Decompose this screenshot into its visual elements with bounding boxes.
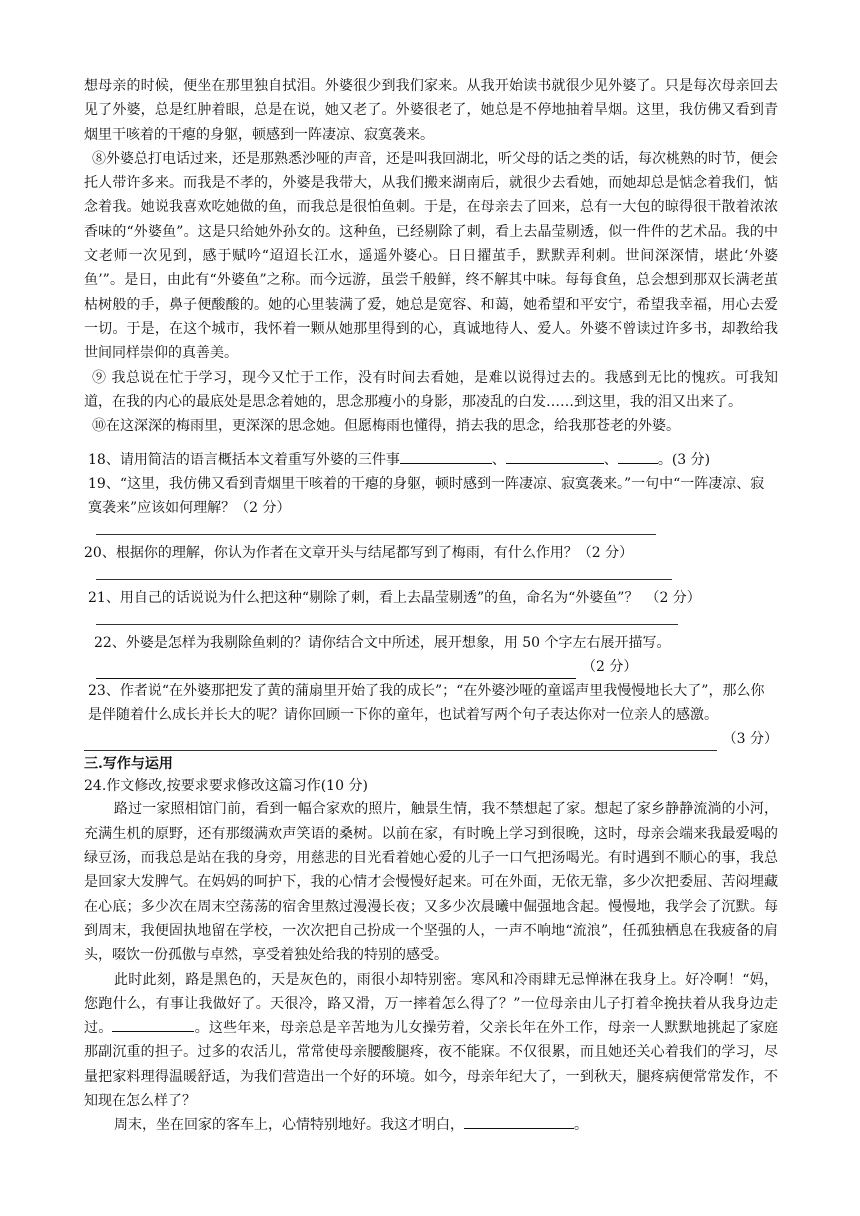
answer-line-23[interactable] [84, 736, 717, 751]
answer-blank-18-3[interactable] [618, 449, 658, 464]
essay-paragraph-3 [84, 1113, 778, 1137]
essay-blank-2[interactable] [464, 1114, 574, 1129]
essay-paragraph-2-part-1: 此时此刻，路是黑色的，天是灰色的，雨很小却特别密。寒风和冷雨肆无忌惮淋在我身上。好冷啊！“妈，您跑什么，有事让我做好了。天很冷，路又滑，万一摔着怎么得了？”一位母亲由儿子打着伞挽扶着从我身边走过。 [84, 971, 778, 1037]
question-22: 22、外婆是怎样为我剔除鱼刺的？请你结合文中所述，展开想象，用 50 个字左右展开描写。 [94, 635, 671, 652]
essay-paragraph-2-part-2: 。这些年来，母亲总是辛苦地为儿女操劳着，父亲长年在外工作，母亲一人默默地挑起了家庭那副沉重的担子。过多的农活儿，常常使母亲腰酸腿疼，夜不能寐。不仅很累，而且她还关心着我们的学习，尽量把家料理得温暖舒适，为我们营造出一个好的环境。如今，母亲年纪大了，一到秋天，腿疼病便常常发作，不知现在怎么样了？ [84, 1020, 779, 1110]
question-22-answer-row [96, 655, 778, 679]
answer-line-21[interactable] [96, 610, 678, 625]
separator: 、 [491, 452, 506, 469]
section-3-title: 三.写作与运用 [84, 756, 173, 773]
question-23-score: （3 分） [722, 731, 778, 748]
question-18-text: 18、请用简洁的语言概括本文着重写外婆的三件事 [88, 452, 400, 469]
question-20: 20、根据你的理解，你认为作者在文章开头与结尾都写到了梅雨，有什么作用？（2 分） [84, 545, 634, 562]
question-18-score: 。(3 分) [657, 452, 711, 469]
answer-blank-18-2[interactable] [506, 449, 604, 464]
answer-blank-18-1[interactable] [400, 449, 492, 464]
essay-paragraph-3-end: 。 [574, 1117, 588, 1134]
question-19: 19、“这里，我仿佛又看到青烟里干咳着的干瘪的身躯，顿时感到一阵凄凉、寂寞袭来。”一句中“一阵凄凉、寂寞袭来”应该如何理解？（2 分） [88, 476, 765, 517]
essay-paragraph-2 [84, 968, 778, 1114]
answer-line-20[interactable] [96, 565, 672, 580]
essay-paragraph-1: 路过一家照相馆门前，看到一幅合家欢的照片，触景生情，我不禁想起了家。想起了家乡静静流淌的小河，充满生机的原野，还有那缀满欢声笑语的桑树。以前在家，有时晚上学习到很晚，这时，母亲会端来我最爱喝的绿豆汤，而我总是站在我的身旁，用慈悲的目光看着她心爱的儿子一口气把汤喝光。有时遇到不顺心的事，我总是回家大发脾气。在妈妈的呵护下，我的心情才会慢慢好起来。可在外面，无依无靠，多少次把委屈、苦闷埋藏在心底；多少次在周末空荡荡的宿舍里熬过漫漫长夜；又多少次晨曦中倔强地含起。慢慢地，我学会了沉默。每到周末，我便固执地留在学校，一次次把自己扮成一个坚强的人，一声不响地“流浪”，任孤独栖息在我疲备的肩头，啜饮一份孤傲与卓然，享受着独处给我的特别的感受。 [84, 801, 778, 964]
passage-paragraph-9: ⑨ 我总说在忙于学习，现今又忙于工作，没有时间去看她，是难以说得过去的。我感到无比的愧疚。可我知道，在我的内心的最底处是思念着她的，思念那瘦小的身影，那凌乱的白发……到这里，我的泪又出来了。 [84, 369, 778, 410]
passage-paragraph-continued: 想母亲的时候，便坐在那里独自拭泪。外婆很少到我们家来。从我开始读书就很少见外婆了。只是每次母亲回去见了外婆，总是红肿着眼，总是在说，她又老了。外婆很老了，她总是不停地抽着旱烟。这里，我仿佛又看到青烟里干咳着的干瘪的身躯，顿感到一阵凄凉、寂寞袭来。 [84, 78, 778, 143]
answer-line-19[interactable] [96, 520, 656, 535]
question-22-score: （2 分） [582, 659, 638, 676]
separator: 、 [603, 452, 618, 469]
essay-blank-1[interactable] [112, 1017, 194, 1032]
question-21: 21、用自己的话说说为什么把这种“剔除了刺，看上去晶莹剔透”的鱼，命名为“外婆鱼”？ （2 分） [88, 590, 701, 607]
question-23-answer-row [84, 727, 778, 751]
question-18 [88, 448, 778, 472]
passage-paragraph-10: ⑩在这深深的梅雨里，更深深的思念她。但愿梅雨也懂得，捎去我的思念，给我那苍老的外婆。 [92, 418, 680, 435]
task-24-title: 24.作文修改,按要求要求修改这篇习作(10 分) [84, 778, 368, 795]
answer-line-22[interactable] [96, 664, 576, 679]
question-23: 23、作者说“在外婆那把发了黄的蒲扇里开始了我的成长”；“在外婆沙哑的童谣声里我慢慢地长大了”，那么你是伴随着什么成长并长大的呢？请你回顾一下你的童年，也试着写两个句子表达你对一位亲人的感激。 [88, 683, 765, 724]
essay-paragraph-3-text: 周末，坐在回家的客车上，心情特别地好。我这才明白， [114, 1117, 464, 1134]
passage-paragraph-8: ⑧外婆总打电话过来，还是那熟悉沙哑的声音，还是叫我回湖北，听父母的话之类的话，每次桃熟的时节，便会托人带许多来。而我是不孝的，外婆是我带大，从我们搬来湖南后，就很少去看她，而她却总是惦念着我们，惦念着我。她说我喜欢吃她做的鱼，而我总是很怕鱼刺。于是，在母亲去了回来，总有一大包的晾得很干散着浓浓香味的“外婆鱼”。这是只给她外孙女的。这种鱼，已经剔除了刺，看上去晶莹剔透，似一件件的艺术品。我的中文老师一次见到，感于赋吟“迢迢长江水，遥遥外婆心。日日擢茧手，默默弄利刺。世间深深情，堪此‘外婆鱼’”。是日，由此有“外婆鱼”之称。而今远游，虽尝千般鲜，终不解其中味。每每食鱼，总会想到那双长满老茧枯树般的手，鼻子便酸酸的。她的心里装满了爱，她总是宽容、和蔼，她希望和平安宁，希望我幸福，用心去爱一切。于是，在这个城市，我怀着一颗从她那里得到的心，真诚地待人、爱人。外婆不曾读过许多书，却教给我世间同样崇仰的真善美。 [84, 150, 778, 362]
